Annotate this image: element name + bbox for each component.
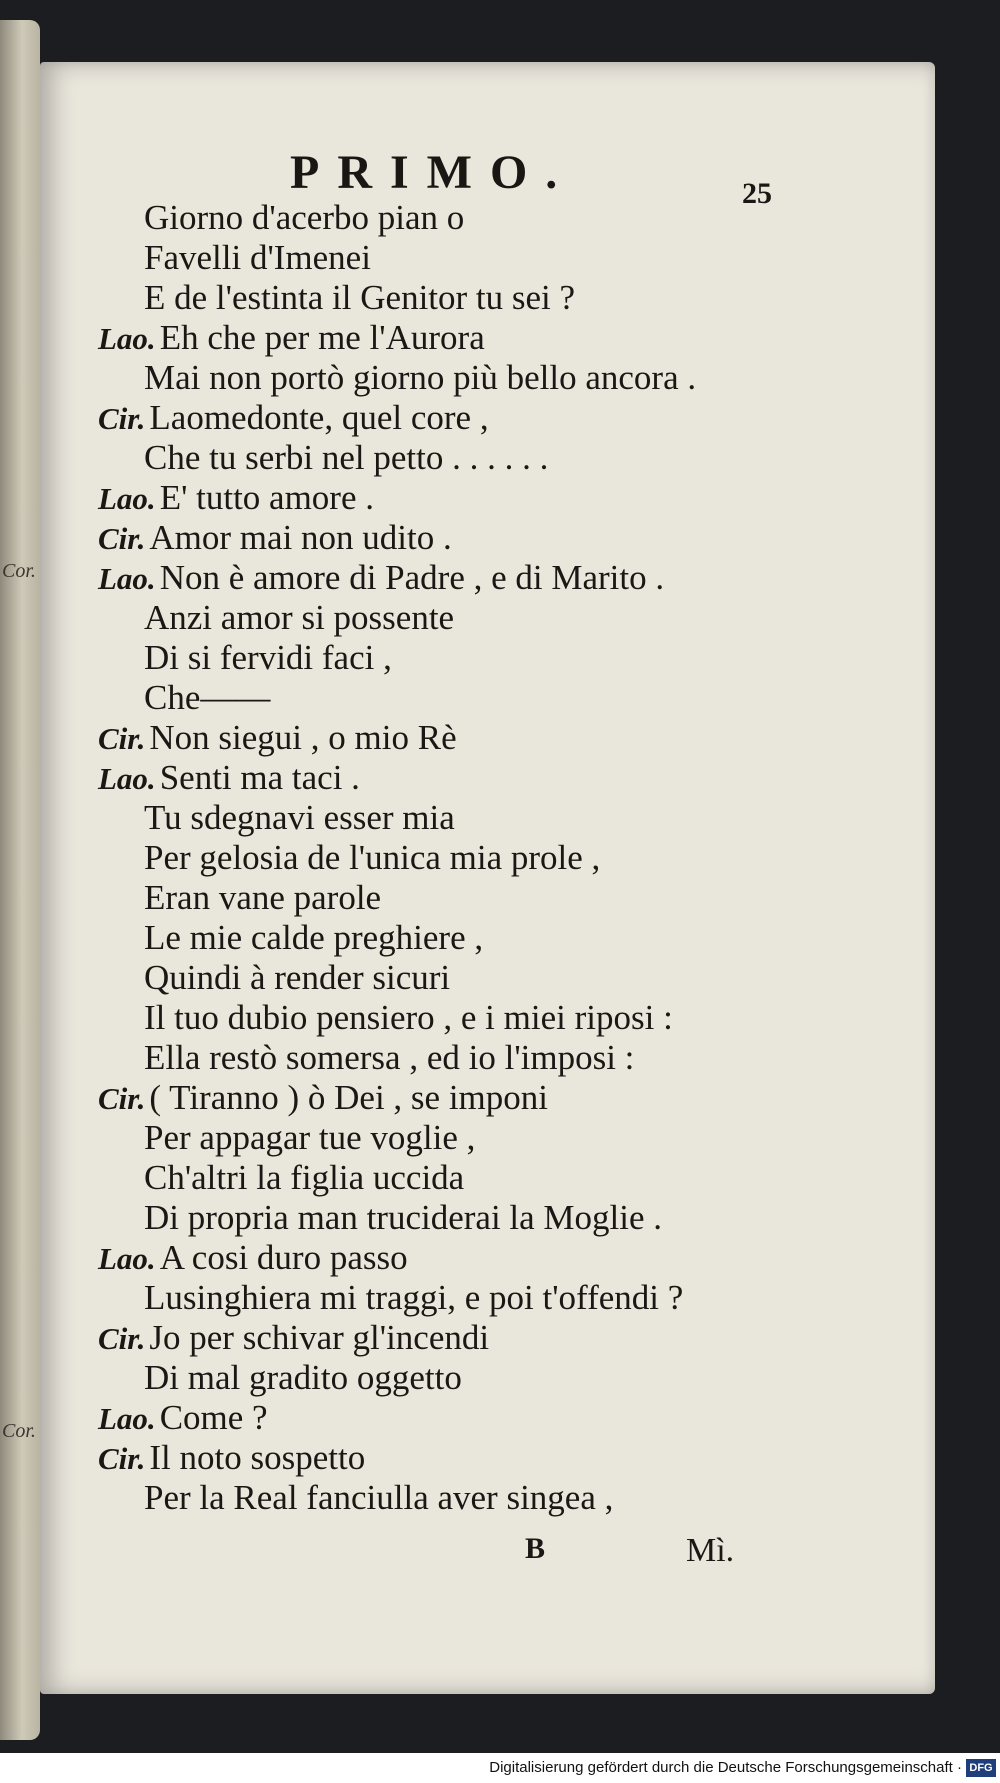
- verse-line-text: Tu sdegnavi esser mia: [144, 798, 455, 837]
- speaker-label: Lao.: [98, 481, 156, 516]
- speaker-label: Cir.: [98, 401, 146, 436]
- facing-page-edge: [0, 20, 40, 1740]
- page-header: [0, 145, 1000, 210]
- verse-line: [140, 1478, 613, 1518]
- verse-line: [98, 398, 489, 438]
- catchword: Mì.: [686, 1532, 735, 1569]
- verse-line-text: Per gelosia de l'unica mia prole ,: [144, 838, 601, 877]
- verse-line-text: Le mie calde preghiere ,: [144, 918, 484, 957]
- speaker-label: Cir.: [98, 1441, 146, 1476]
- verse-line: [140, 358, 696, 398]
- verse-line-text: Per appagar tue voglie ,: [144, 1118, 476, 1157]
- verse-line-text: ( Tiranno ) ò Dei , se imponi: [149, 1078, 549, 1117]
- speaker-label: Cir.: [98, 521, 146, 556]
- margin-note: Cor.: [2, 1420, 36, 1442]
- verse-line-text: Che——: [144, 678, 271, 717]
- verse-line: [140, 838, 600, 878]
- verse-line-text: A cosi duro passo: [159, 1238, 408, 1277]
- verse-line: [140, 798, 455, 838]
- verse-line: [140, 1158, 464, 1198]
- dfg-logo: DFG: [966, 1759, 996, 1777]
- verse-line-text: Lusinghiera mi traggi, e poi t'offendi ?: [144, 1278, 684, 1317]
- verse-line-text: Jo per schivar gl'incendi: [149, 1318, 490, 1357]
- verse-line-text: Senti ma taci .: [159, 758, 360, 797]
- verse-line-text: Per la Real fanciulla aver singea ,: [144, 1478, 614, 1517]
- speaker-label: Lao.: [98, 321, 156, 356]
- verse-line: [140, 438, 548, 478]
- verse-line: [98, 1078, 548, 1118]
- verse-line: [98, 318, 485, 358]
- verse-line-text: Che tu serbi nel petto . . . . . .: [144, 438, 549, 477]
- verse-line: [98, 1398, 268, 1438]
- verse-line: [140, 878, 381, 918]
- verse-line: [140, 598, 454, 638]
- verse-line: [140, 238, 371, 278]
- footer-credit: Digitalisierung gefördert durch die Deutsche Forschungsgemeinschaft ·: [489, 1759, 962, 1776]
- verse-line-text: Ella restò somersa , ed io l'imposi :: [144, 1038, 635, 1077]
- verse-line-text: Laomedonte, quel core ,: [149, 398, 489, 437]
- verse-line-text: Giorno d'acerbo pian o: [144, 198, 465, 237]
- verse-line-text: Eh che per me l'Aurora: [159, 318, 485, 357]
- verse-line: [140, 1358, 462, 1398]
- verse-line-text: Non siegui , o mio Rè: [149, 718, 457, 757]
- verse-line: [98, 558, 664, 598]
- verse-line-text: Il noto sospetto: [149, 1438, 366, 1477]
- signature-mark: B: [525, 1532, 546, 1565]
- verse-line-text: Di si fervidi faci ,: [144, 638, 392, 677]
- speaker-label: Lao.: [98, 561, 156, 596]
- verse-line-text: Eran vane parole: [144, 878, 382, 917]
- verse-line: [140, 918, 483, 958]
- verse-line: [140, 678, 270, 718]
- verse-line: [140, 1038, 634, 1078]
- margin-note: Cor.: [2, 560, 36, 582]
- speaker-label: Cir.: [98, 721, 146, 756]
- verse-line: [98, 1238, 408, 1278]
- verse-line-text: Mai non portò giorno più bello ancora .: [144, 358, 697, 397]
- footer: [0, 1753, 1000, 1783]
- speaker-label: Cir.: [98, 1081, 146, 1116]
- verse-line-text: E' tutto amore .: [159, 478, 374, 517]
- verse-line: [98, 758, 360, 798]
- verse-line-text: Quindi à render sicuri: [144, 958, 451, 997]
- page-number: 25: [742, 177, 772, 210]
- verse-line-text: Come ?: [159, 1398, 268, 1437]
- verse-line: [98, 478, 374, 518]
- verse-line: [140, 638, 392, 678]
- verse-line-text: Il tuo dubio pensiero , e i miei riposi :: [144, 998, 673, 1037]
- verse-line: [140, 1198, 662, 1238]
- verse-line: [140, 1118, 475, 1158]
- verse-line-text: Amor mai non udito .: [149, 518, 452, 557]
- verse-line-text: Anzi amor si possente: [144, 598, 455, 637]
- verse-line: [140, 278, 575, 318]
- running-head: PRIMO.: [290, 146, 576, 199]
- verse-line: [98, 1318, 489, 1358]
- verse-line: [140, 958, 450, 998]
- verse-line-text: E de l'estinta il Genitor tu sei ?: [144, 278, 576, 317]
- speaker-label: Cir.: [98, 1321, 146, 1356]
- verse-line-text: Favelli d'Imenei: [144, 238, 371, 277]
- verse-line: [140, 1278, 683, 1318]
- verse-line: [140, 198, 464, 238]
- verse-line-text: Ch'altri la figlia uccida: [144, 1158, 465, 1197]
- verse-line-text: Di propria man truciderai la Moglie .: [144, 1198, 663, 1237]
- verse-line: [140, 998, 673, 1038]
- verse-line: [98, 1438, 365, 1478]
- speaker-label: Lao.: [98, 761, 156, 796]
- verse-line-text: Non è amore di Padre , e di Marito .: [159, 558, 665, 597]
- speaker-label: Lao.: [98, 1401, 156, 1436]
- verse-line: [98, 718, 457, 758]
- verse-line-text: Di mal gradito oggetto: [144, 1358, 462, 1397]
- verse-line: [98, 518, 452, 558]
- speaker-label: Lao.: [98, 1241, 156, 1276]
